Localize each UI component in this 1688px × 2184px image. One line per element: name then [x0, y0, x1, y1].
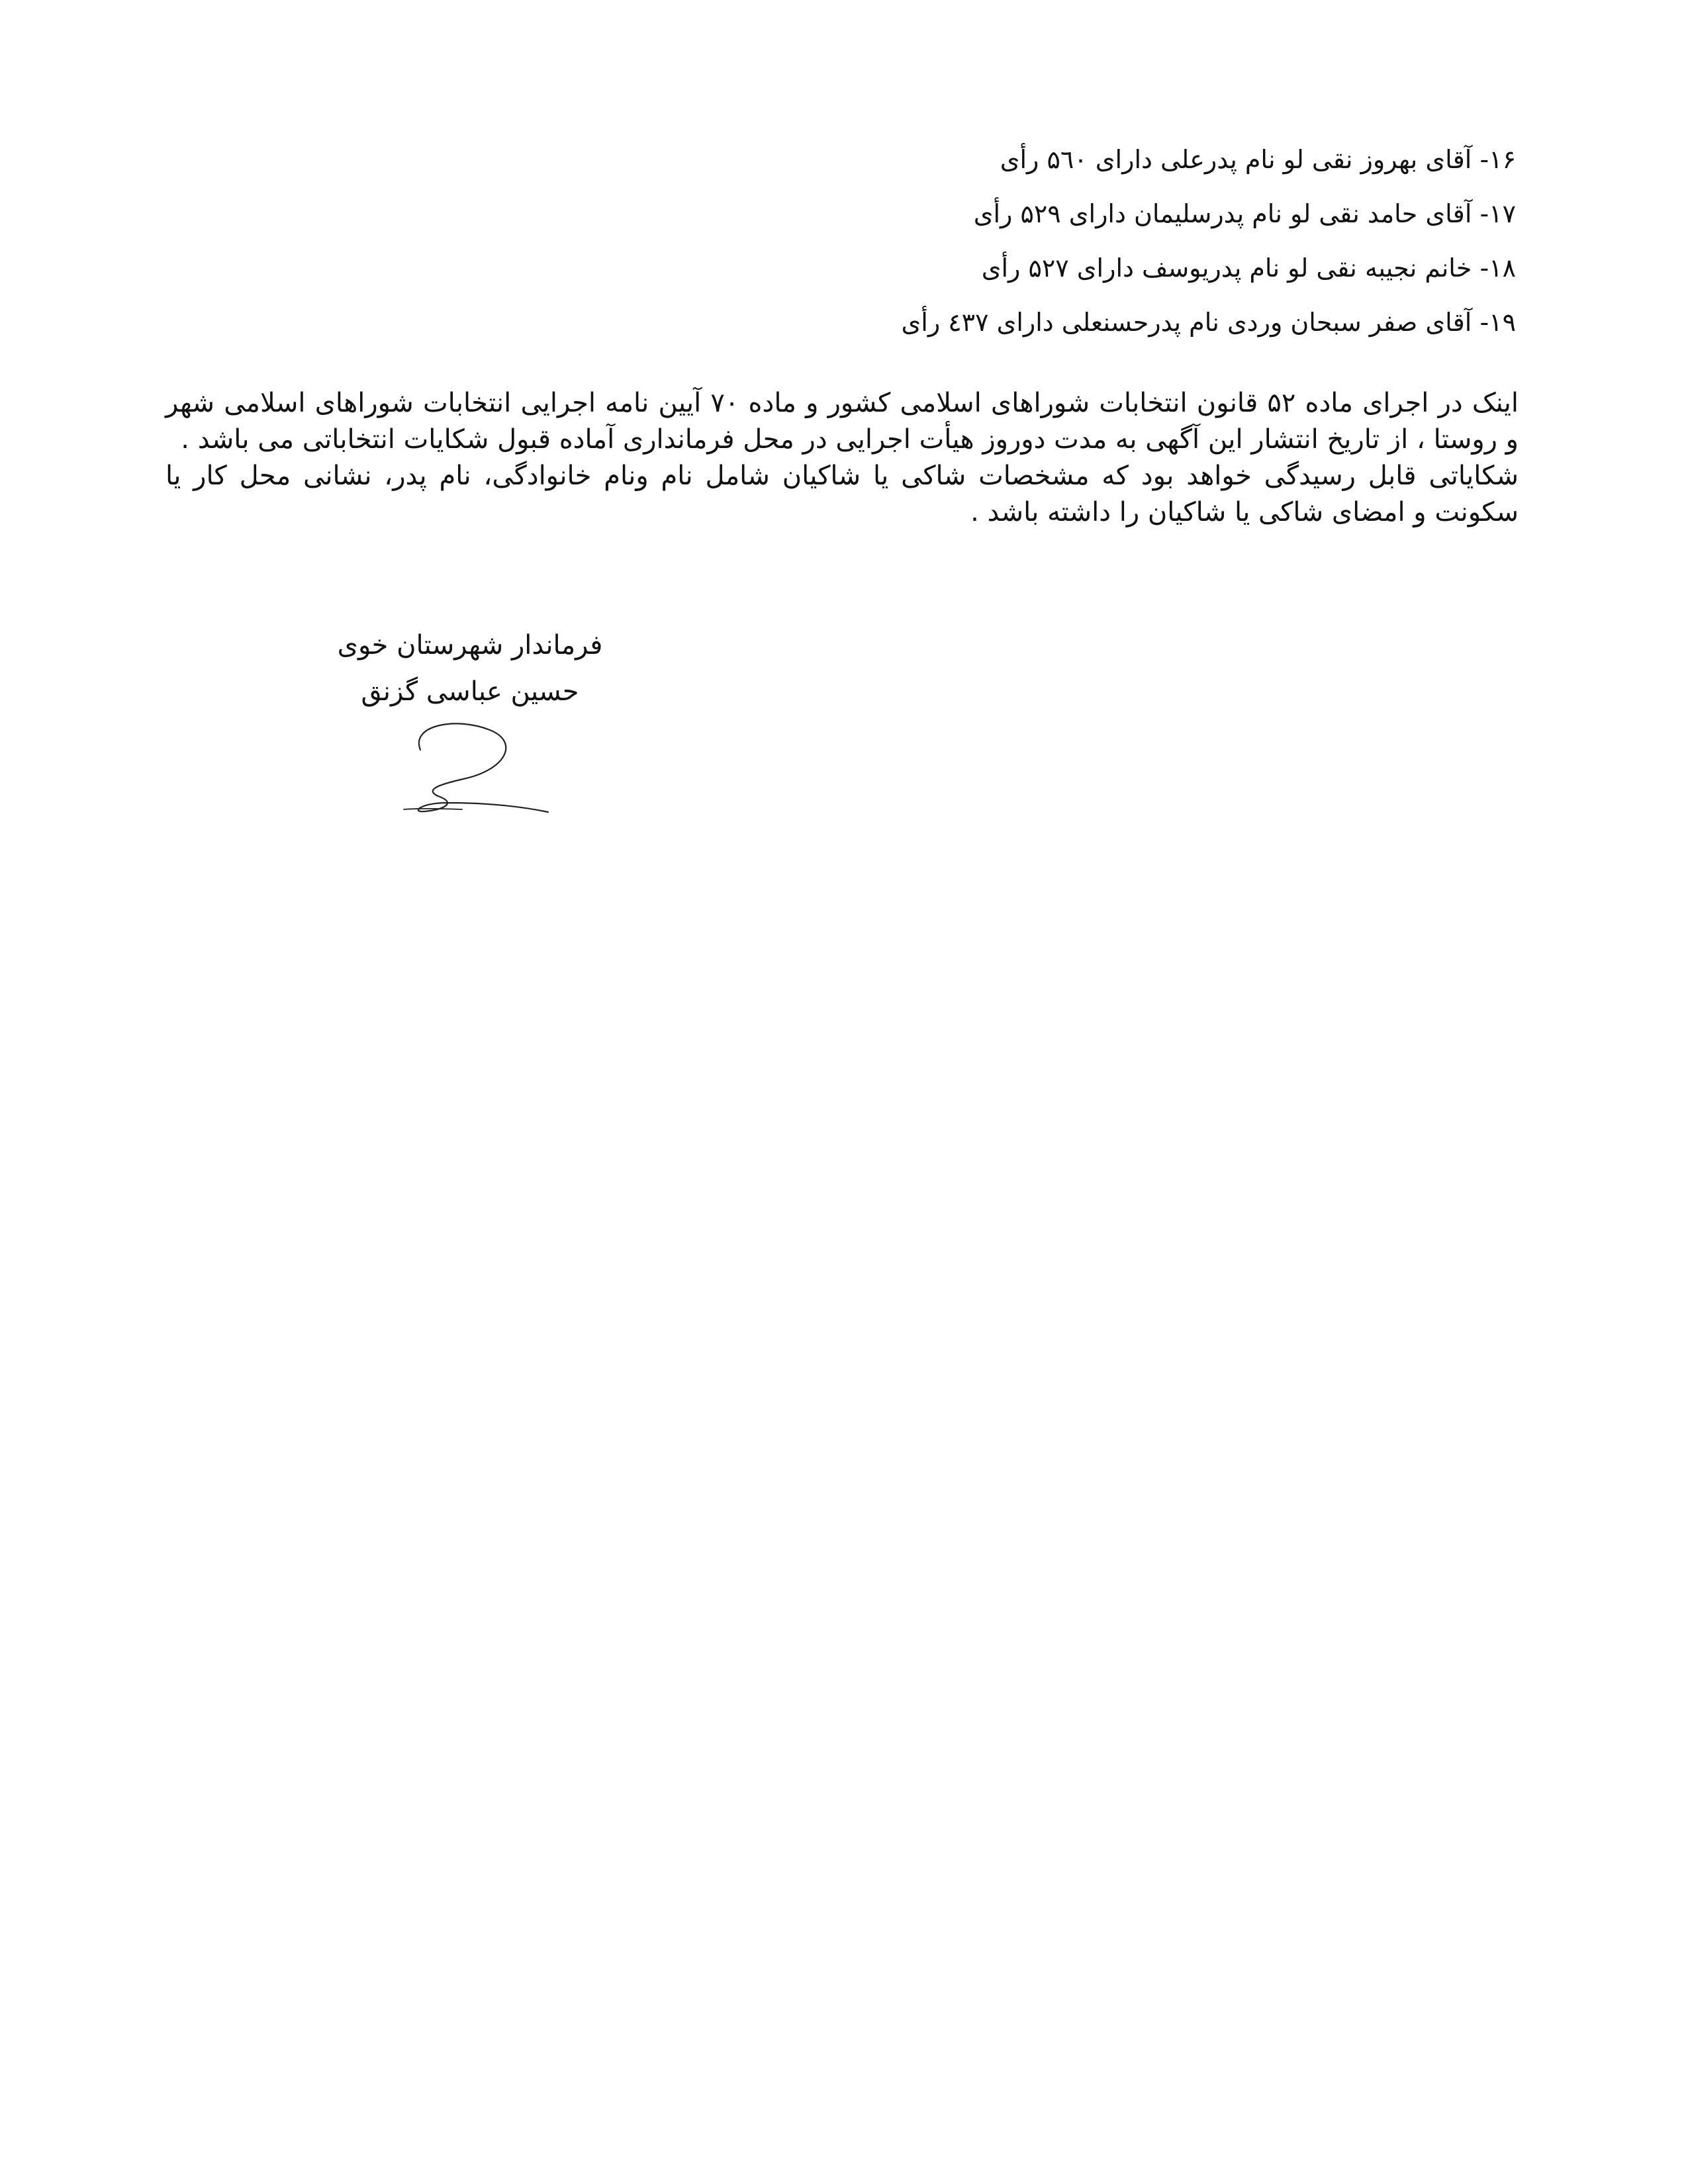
signatory-block	[318, 622, 622, 715]
list-item: ۱۷- آقای حامد نقی لو نام پدرسلیمان دارای ۵۲۹ رأی	[973, 199, 1516, 228]
notice-paragraph-complaints-period: اینک در اجرای ماده ۵۲ قانون انتخابات شوراهای اسلامی کشور و ماده ۷۰ آیین نامه اجرایی انتخابات شوراهای اسلامی شهر و روستا ، از تاریخ انتشار این آگهی به مدت دوروز هیأت اجرایی در محل فرمانداری آماده قبول شکایات انتخاباتی می باشد .	[165, 388, 1519, 455]
notice-body	[165, 385, 1519, 531]
candidate-list	[655, 132, 1516, 349]
signatory-name: حسین عباسی گزنق	[361, 676, 579, 707]
list-item: ۱۹- آقای صفر سبحان وردی نام پدرحسنعلی دارای ٤۳۷ رأی	[901, 308, 1516, 337]
handwritten-signature	[384, 718, 556, 817]
list-item: ۱۶- آقای بهروز نقی لو نام پدرعلی دارای ۵٦۰ رأی	[1000, 145, 1516, 174]
notice-paragraph-complaint-requirements: شکایاتی قابل رسیدگی خواهد بود که مشخصات شاکی یا شاکیان شامل نام ونام خانوادگی، نام پدر، نشانی محل کار یا سکونت و امضای شاکی یا شاکیان را داشته باشد .	[165, 461, 1519, 527]
list-item: ۱۸- خانم نجیبه نقی لو نام پدریوسف دارای ۵۲۷ رأی	[981, 253, 1516, 283]
signatory-title: فرماندار شهرستان خوی	[337, 630, 603, 660]
